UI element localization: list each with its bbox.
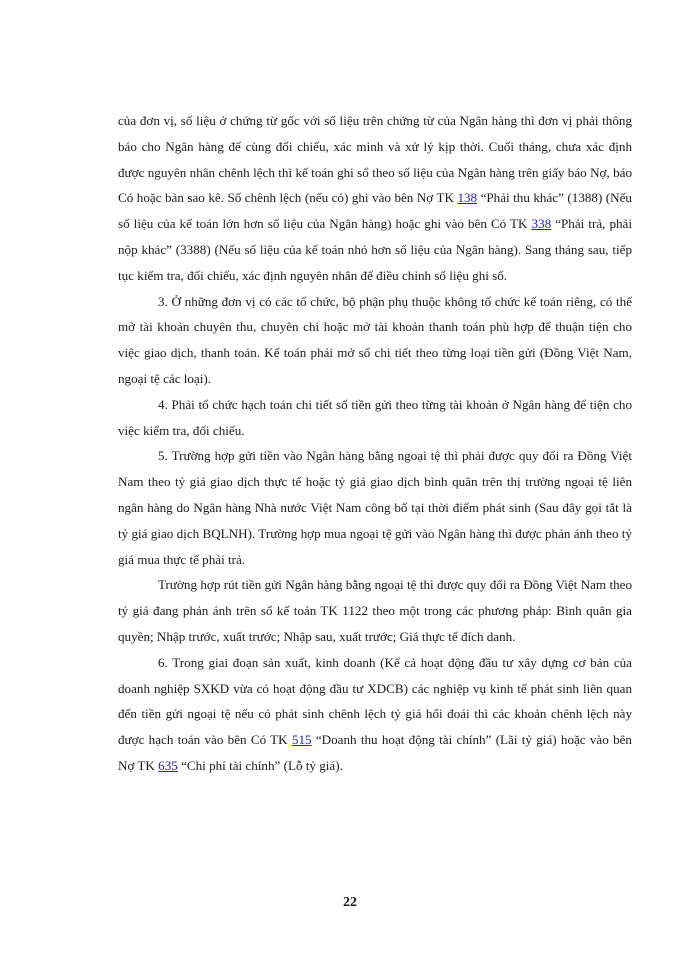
account-link-338[interactable]: 338 (531, 216, 552, 232)
account-link-138[interactable]: 138 (457, 190, 478, 206)
paragraph-1: của đơn vị, số liệu ở chứng từ gốc với số liệu trên chứng từ của Ngân hàng thì đơn vị phải thông báo cho Ngân hàng để cùng đối chiếu, xác minh và xử lý kịp thời. Cuối tháng, chưa xác định được nguyên nhân chênh lệch thì kế toán ghi sổ theo số liệu của Ngân hàng trên giấy báo Nợ, báo Có hoặc bản sao kê. Số chênh lệch (nếu có) ghi vào bên Nợ TK 138 “Phải thu khác” (1388) (Nếu số liệu của kế toán lớn hơn số liệu của Ngân hàng) hoặc ghi vào bên Có TK 338 “Phải trả, phải nộp khác” (3388) (Nếu số liệu của kế toán nhỏ hơn số liệu của Ngân hàng). Sang tháng sau, tiếp tục kiểm tra, đối chiếu, xác định nguyên nhân để điều chỉnh số liệu ghi sổ. (118, 113, 632, 283)
paragraph-5: Trường hợp rút tiền gửi Ngân hàng bằng ngoại tệ thì được quy đổi ra Đồng Việt Nam theo tỷ giá đang phản ánh trên sổ kế toán TK 1122 theo một trong các phương pháp: Bình quân gia quyền; Nhập trước, xuất trước; Nhập sau, xuất trước; Giá thực tế đích danh. (118, 577, 632, 644)
account-link-635[interactable]: 635 (158, 757, 178, 773)
paragraph-2: 3. Ở những đơn vị có các tổ chức, bộ phận phụ thuộc không tổ chức kế toán riêng, có thể mở tài khoản chuyên thu, chuyên chi hoặc mở tài khoản thanh toán phù hợp để thuận tiện cho việc giao dịch, thanh toán. Kế toán phải mở sổ chi tiết theo từng loại tiền gửi (Đồng Việt Nam, ngoại tệ các loại). (118, 293, 632, 386)
account-link-515[interactable]: 515 (291, 732, 312, 748)
paragraph-6: 6. Trong giai đoạn sản xuất, kinh doanh (Kể cả hoạt động đầu tư xây dựng cơ bản của doanh nghiệp SXKD vừa có hoạt động đầu tư XDCB) các nghiệp vụ kinh tế phát sinh liên quan đến tiền gửi ngoại tệ nếu có phát sinh chênh lệch tỷ giá hối đoái thì các khoản chênh lệch này được hạch toán vào bên Có TK 515 “Doanh thu hoạt động tài chính” (Lãi tỷ giá) hoặc vào bên Nợ TK 635 “Chi phí tài chính” (Lỗ tỷ giá). (118, 654, 632, 773)
document-body (118, 108, 632, 779)
paragraph-4: 5. Trường hợp gửi tiền vào Ngân hàng bằng ngoại tệ thì phải được quy đổi ra Đồng Việt Nam theo tỷ giá giao dịch thực tế hoặc tỷ giá giao dịch bình quân trên thị trường ngoại tệ liên ngân hàng do Ngân hàng Nhà nước Việt Nam công bố tại thời điểm phát sinh (Sau đây gọi tắt là tỷ giá giao dịch BQLNH). Trường hợp mua ngoại tệ gửi vào Ngân hàng thì được phản ánh theo tỷ giá mua thực tế phải trả. (118, 448, 632, 567)
paragraph-3: 4. Phải tổ chức hạch toán chi tiết số tiền gửi theo từng tài khoản ở Ngân hàng để tiện cho việc kiểm tra, đối chiếu. (118, 396, 632, 438)
page-number: 22 (343, 895, 357, 910)
